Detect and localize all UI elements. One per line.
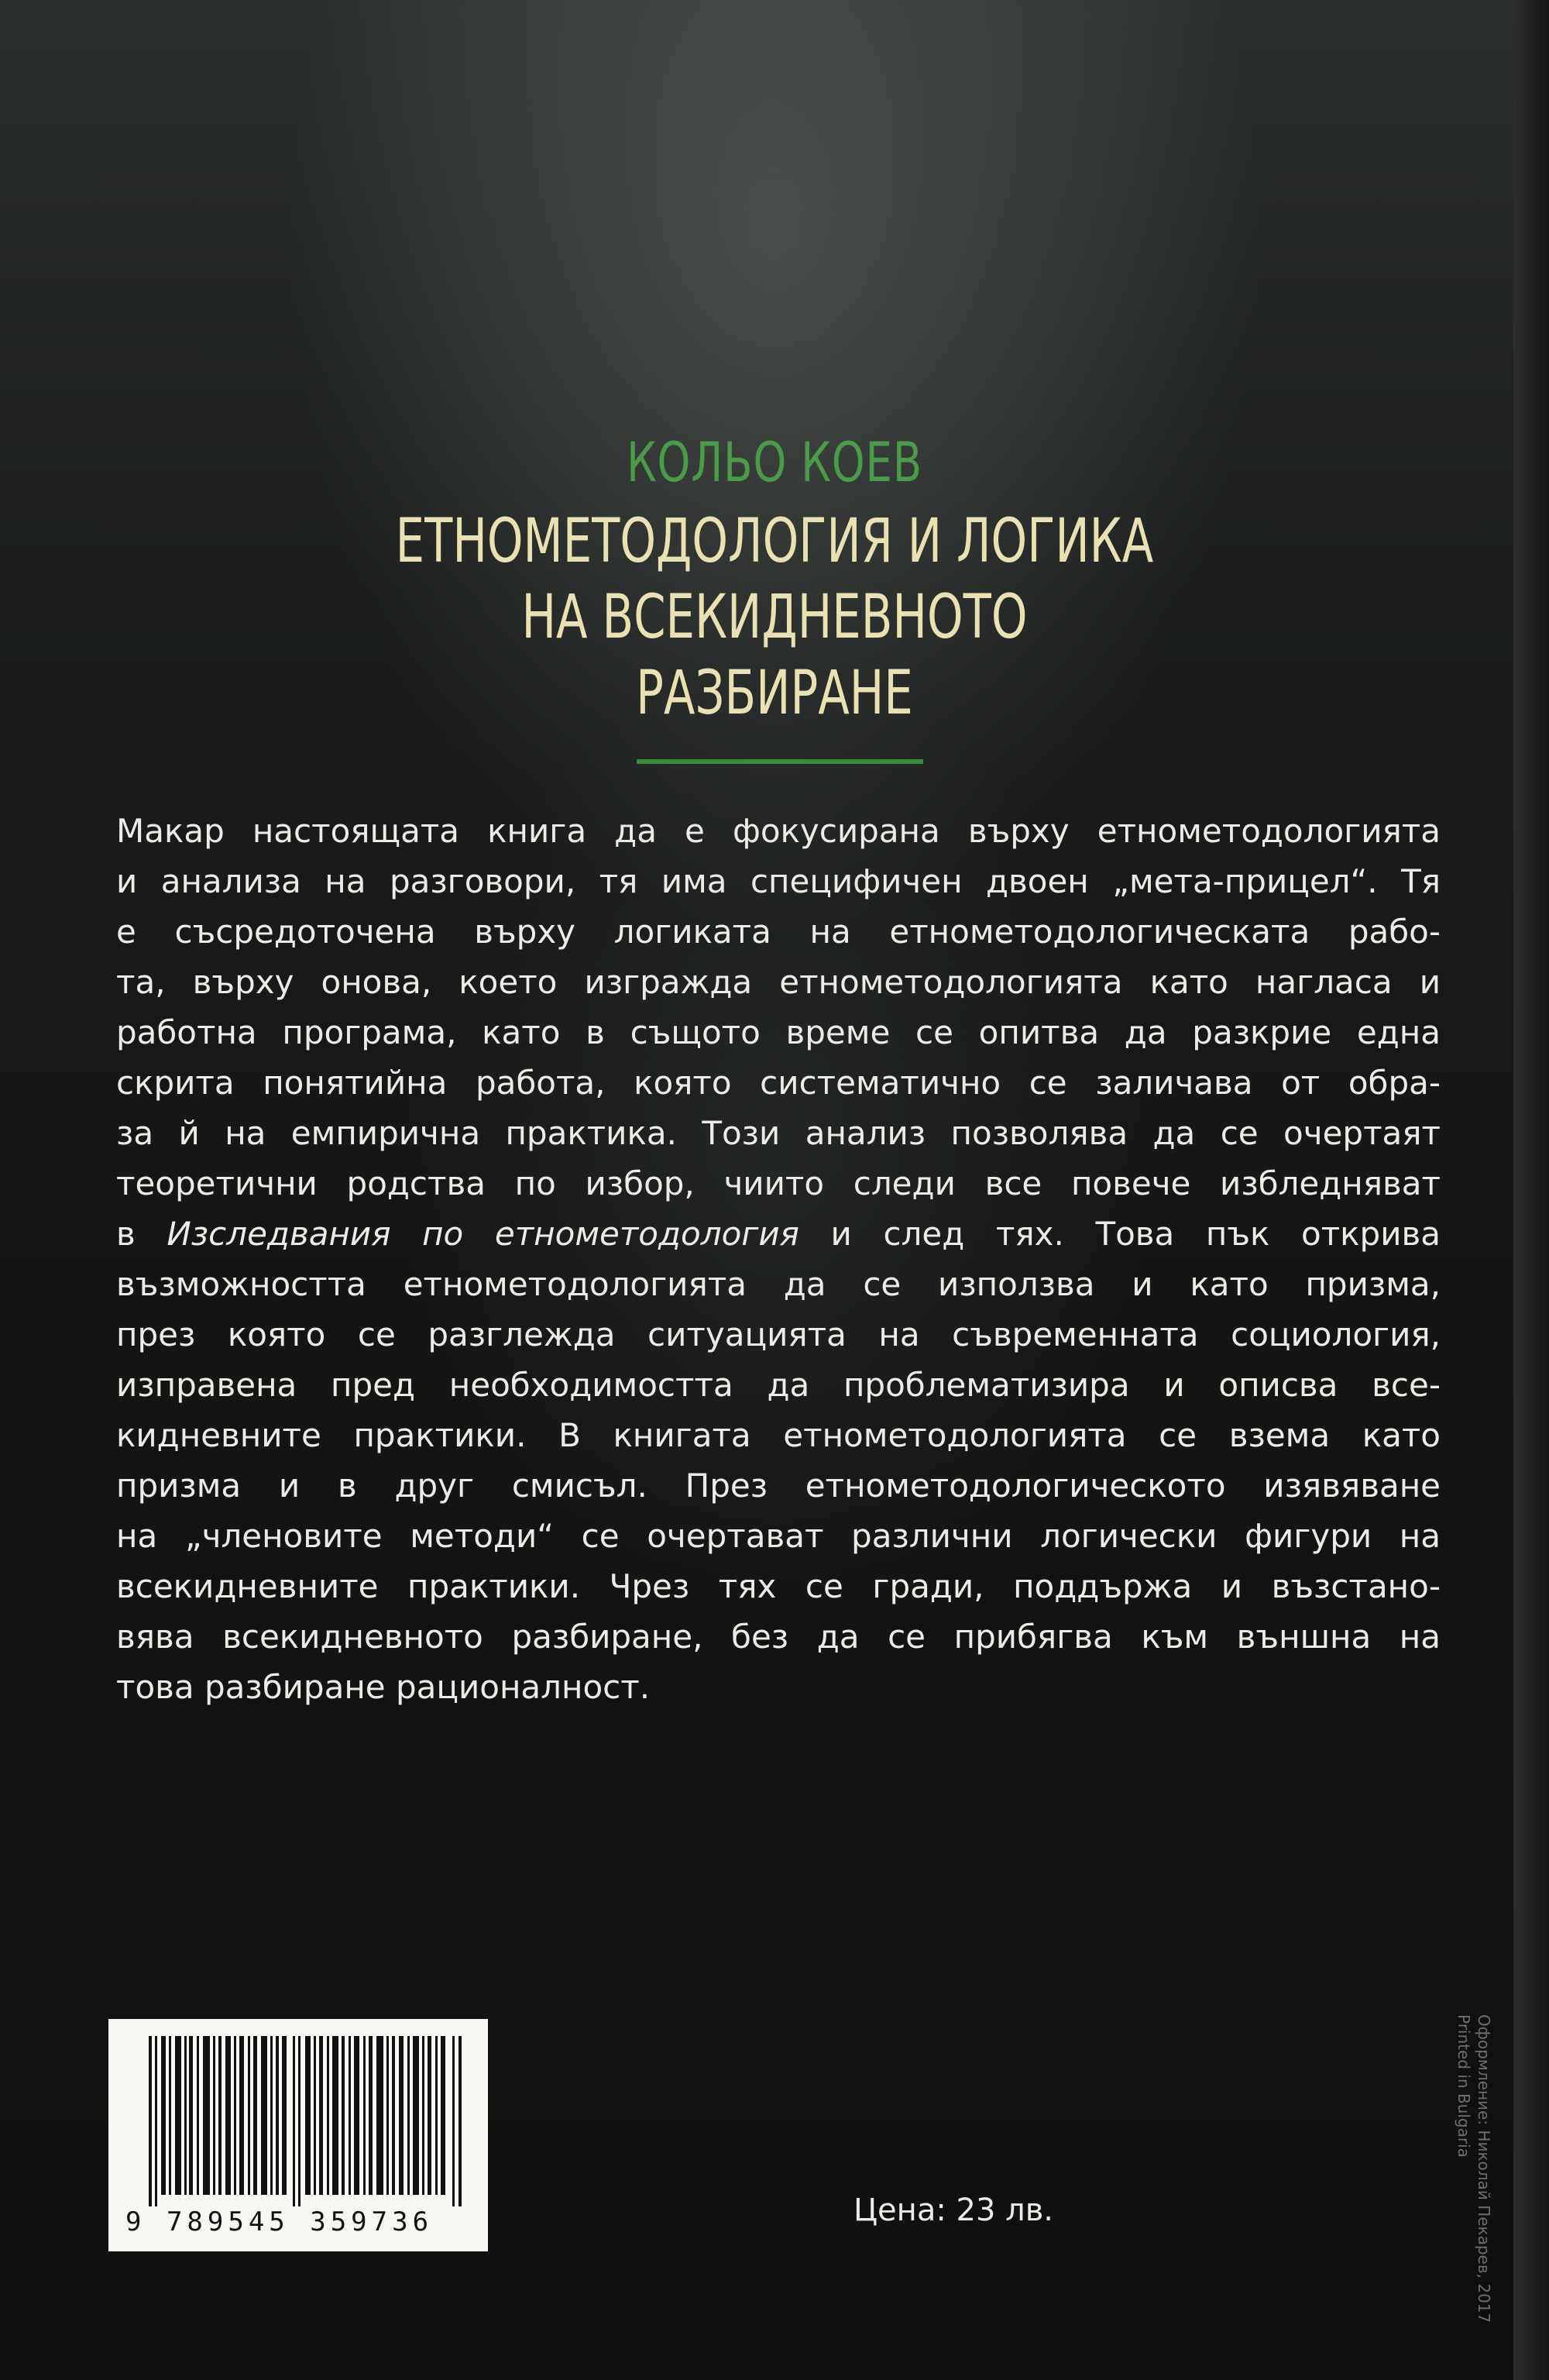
blurb-line: изправена пред необходимостта да проблематизира и описва все- bbox=[116, 1366, 1441, 1404]
blurb-line: всекидневните практики. Чрез тях се гради, поддържа и възстано- bbox=[116, 1567, 1441, 1605]
blurb-line: вява всекидневното разбиране, без да се прибягва към външна на bbox=[116, 1618, 1441, 1656]
blurb-line: и анализа на разговори, тя има специфичен двоен „мета-прицел“. Тя bbox=[116, 862, 1441, 900]
blurb-text: и след тях. Това пък открива bbox=[830, 1215, 1441, 1253]
isbn-barcode bbox=[108, 2019, 488, 2251]
blurb-line: за й на емпирична практика. Този анализ позволява да се очертаят bbox=[116, 1114, 1441, 1152]
title-divider bbox=[637, 759, 923, 764]
cover-edge bbox=[1513, 0, 1549, 2380]
book-title-line-1: ЕТНОМЕТОДОЛОГИЯ И ЛОГИКА bbox=[395, 507, 1154, 576]
isbn-digits: 9 789545 359736 bbox=[125, 2206, 434, 2237]
barcode-icon bbox=[149, 2036, 466, 2206]
printed-in: Printed in Bulgaria bbox=[1455, 2014, 1473, 2158]
blurb-line: кидневните практики. В книгата етнометодологията се взема като bbox=[116, 1416, 1441, 1454]
blurb-line: теоретични родства по избор, чиито следи все повече избледняват bbox=[116, 1164, 1441, 1202]
design-credit: Оформление: Николай Пекарев, 2017 bbox=[1475, 2014, 1493, 2323]
author-name: КОЛЬО КОЕВ bbox=[626, 431, 923, 494]
blurb-line: та, върху онова, което изгражда етнометодологията като нагласа и bbox=[116, 963, 1441, 1001]
blurb-line: възможността етнометодологията да се използва и като призма, bbox=[116, 1265, 1441, 1303]
blurb-line bbox=[116, 1209, 1441, 1259]
blurb-line: е съсредоточена върху логиката на етнометодологическата рабо- bbox=[116, 913, 1441, 951]
blurb-line: призма и в друг смисъл. През етнометодологическото изявяване bbox=[116, 1467, 1441, 1505]
book-blurb bbox=[116, 806, 1441, 1712]
blurb-line: работна програма, като в същото време се опитва да разкрие една bbox=[116, 1013, 1441, 1051]
blurb-line: през която се разглежда ситуацията на съвременната социология, bbox=[116, 1316, 1441, 1353]
blurb-line: това разбиране рационалност. bbox=[116, 1668, 651, 1706]
blurb-italic-title: Изследвания по етнометодология bbox=[167, 1215, 799, 1253]
price-label: Цена: 23 лв. bbox=[853, 2193, 1053, 2228]
book-title-line-2: НА ВСЕКИДНЕВНОТО bbox=[521, 583, 1028, 652]
blurb-line: Макар настоящата книга да е фокусирана върху етнометодологията bbox=[116, 812, 1441, 850]
design-credits bbox=[1455, 2014, 1501, 2323]
blurb-text: в bbox=[116, 1215, 136, 1253]
book-title-line-3: РАЗБИРАНЕ bbox=[636, 659, 913, 728]
blurb-line: скрита понятийна работа, която систематично се заличава от обра- bbox=[116, 1064, 1441, 1102]
blurb-line: на „членовите методи“ се очертават различни логически фигури на bbox=[116, 1517, 1441, 1555]
